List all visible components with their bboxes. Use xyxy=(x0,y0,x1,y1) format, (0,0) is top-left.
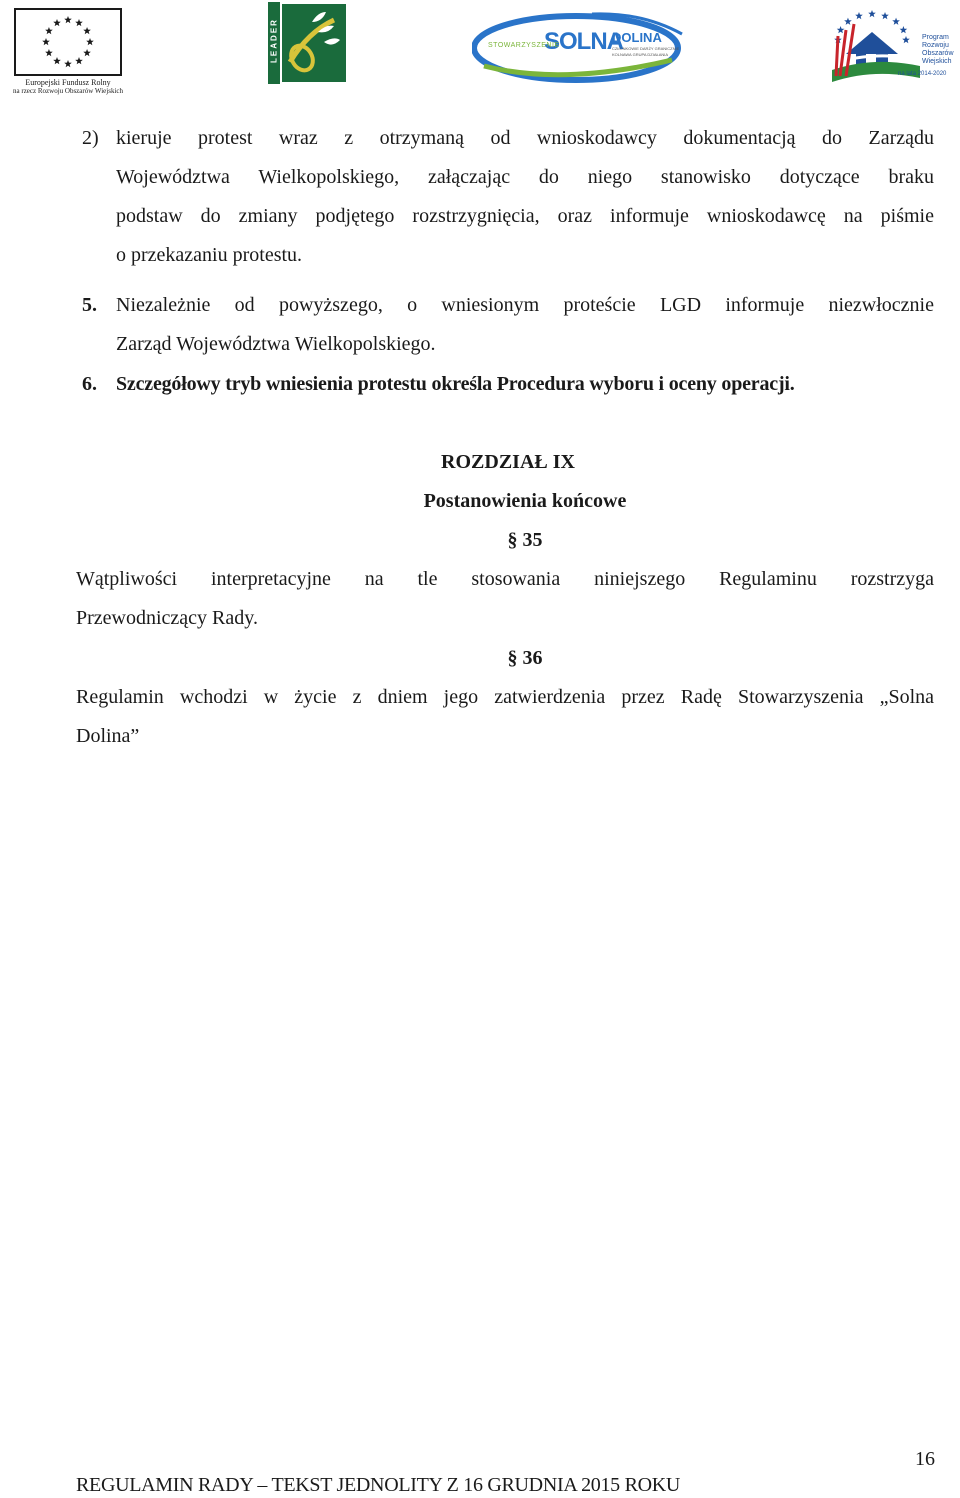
eu-logo xyxy=(6,8,130,96)
solna-logo-tagline1: CZŁONKOWIE DARŻY GRANICZNIE xyxy=(612,46,680,51)
item-6-marker: 6. xyxy=(82,373,97,395)
prow-star-icon xyxy=(881,12,889,19)
item-6-text: Szczegółowy tryb wniesienia protestu określa Procedura wyboru i oceny operacji. xyxy=(116,373,795,395)
item-2-marker: 2) xyxy=(82,127,99,149)
prow-logo xyxy=(826,6,958,86)
item-5-line-2: Zarząd Województwa Wielkopolskiego. xyxy=(116,333,436,355)
paragraph-36-heading: § 36 xyxy=(507,647,543,669)
solna-logo-stowarzyszenie: STOWARZYSZENIE xyxy=(488,42,560,49)
prow-logo-line1: Program xyxy=(922,34,949,41)
eu-flag-icon xyxy=(14,8,122,76)
item-2-line-2: Województwa Wielkopolskiego, załączając do niego stanowisko dotyczące braku xyxy=(116,166,934,188)
prow-logo-line2: Rozwoju xyxy=(922,42,949,49)
prow-star-icon xyxy=(892,18,900,25)
item-5-marker: 5. xyxy=(82,294,97,316)
prow-star-icon xyxy=(902,36,910,43)
leader-logo xyxy=(268,2,348,84)
page-number: 16 xyxy=(915,1448,935,1470)
leader-emblem-icon xyxy=(268,2,348,84)
prow-logo-line3: Obszarów xyxy=(922,50,954,57)
paragraph-35-line-1: Wątpliwości interpretacyjne na tle stosowania niniejszego Regulaminu rozstrzyga xyxy=(76,568,934,590)
prow-star-icon xyxy=(868,10,876,17)
solna-logo-second: DOLINA xyxy=(612,30,662,45)
header-logos xyxy=(0,0,960,100)
eu-logo-caption-line2: na rzecz Rozwoju Obszarów Wiejskich xyxy=(13,87,123,95)
prow-star-icon xyxy=(837,26,845,33)
paragraph-35-line-2: Przewodniczący Rady. xyxy=(76,607,258,629)
solna-dolina-logo xyxy=(472,8,694,84)
leader-vertical-text: LEADER xyxy=(269,18,279,63)
prow-star-icon xyxy=(900,26,908,33)
item-2-line-3: podstaw do zmiany podjętego rozstrzygnięcia, oraz informuje wnioskodawcę na piśmie xyxy=(116,205,934,227)
chapter-title: ROZDZIAŁ IX xyxy=(441,451,575,473)
eu-logo-caption-line1: Europejski Fundusz Rolny xyxy=(25,78,111,87)
prow-logo-line4: Wiejskich xyxy=(922,58,952,65)
prow-star-icon xyxy=(844,18,852,25)
item-2-line-4: o przekazaniu protestu. xyxy=(116,244,303,266)
paragraph-36-line-1: Regulamin wchodzi w życie z dniem jego zatwierdzenia przez Radę Stowarzyszenia „Solna xyxy=(76,686,934,708)
paragraph-36-line-2: Dolina” xyxy=(76,725,140,747)
prow-logo-line5: na lata 2014-2020 xyxy=(898,71,947,77)
footer-text: REGULAMIN RADY – TEKST JEDNOLITY Z 16 GRUDNIA 2015 ROKU xyxy=(76,1474,681,1496)
item-5-line-1: Niezależnie od powyższego, o wniesionym proteście LGD informuje niezwłocznie xyxy=(116,294,934,316)
paragraph-35-heading: § 35 xyxy=(507,529,543,551)
item-2-line-1: kieruje protest wraz z otrzymaną od wnioskodawcy dokumentacją do Zarządu xyxy=(116,127,934,149)
solna-logo-tagline2: KOLNAWA GRUPA DZIAŁANIA xyxy=(612,52,669,57)
chapter-subtitle: Postanowienia końcowe xyxy=(423,490,627,512)
solna-logo-main: SOLNA xyxy=(544,28,623,55)
prow-star-icon xyxy=(855,12,863,19)
